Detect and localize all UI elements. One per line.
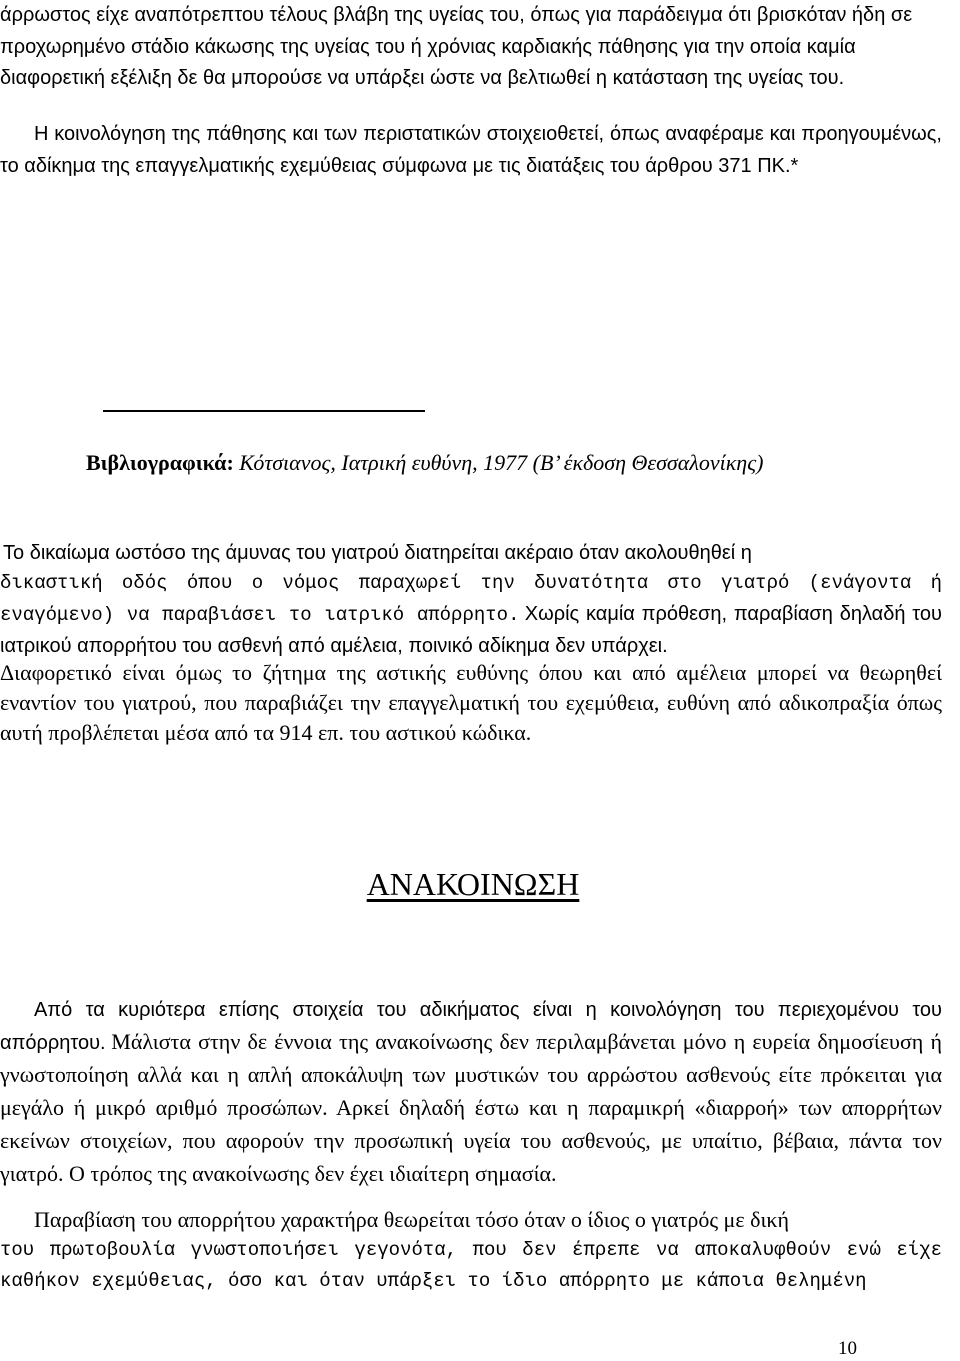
middle-mixed-paragraph [0,568,942,663]
footnote-reference: Κότσιανος, Ιατρική ευθύνη, 1977 (Β’ έκδοση Θεσσαλονίκης) [239,450,764,475]
announcement-sans-start: Από τα κυριότερα επίσης στοιχεία του αδικήματος είναι η κοινολόγηση του περιεχομένου του απόρρητου. [0,999,942,1054]
section-heading: ΑΝΑΚΟΙΝΩΣΗ [366,866,580,902]
middle-line-sans: Το δικαίωμα ωστόσο της άμυνας του γιατρού διατηρείται ακέραιο όταν ακολουθηθεί η [3,542,752,564]
middle-mono-text: δικαστική οδός όπου ο νόμος παραχωρεί την δυνατότητα στο γιατρό (ενάγοντα ή εναγόμενο) να παραβιάσει το ιατρικό απόρρητο. [0,572,942,626]
intro-paragraph: Η κοινολόγηση της πάθησης και των περιστατικών στοιχειοθετεί, όπως αναφέραμε και προηγουμένως, το αδίκημα της επαγγελματικής εχεμύθειας σύμφωνα με τις διατάξεις του άρθρου 371 ΠΚ.* [0,123,942,177]
middle-sans-tail: Χωρίς καμία πρόθεση, παραβίαση δηλαδή του ιατρικού απορρήτου του ασθενή από αμέλεια, ποινικό αδίκημα δεν υπάρχει. [0,603,942,657]
footnote-label: Βιβλιογραφικά: [86,450,234,475]
footnote [86,446,786,479]
footnote-separator [103,410,425,412]
intro-continuation: άρρωστος είχε αναπότρεπτου τέλους βλάβη της υγείας του, όπως για παράδειγμα ότι βρισκόταν ήδη σε προχωρημένο στάδιο κάκωσης της υγείας του ή χρόνιας καρδιακής πάθησης για την οποία καμία διαφορετική εξέλιξη δε θα μπορούσε να υπάρξει ώστε να βελτιωθεί η κατάσταση της υγείας του. [0,4,913,89]
announcement-mono-text: του πρωτοβουλία γνωστοποιήσει γεγονότα, που δεν έπρεπε να αποκαλυφθούν ενώ είχε καθήκον εχεμύθειας, όσο και όταν υπάρξει το ίδιο απόρρητο με κάποια θελημένη [0,1239,942,1292]
announcement-paragraph-1 [0,995,942,1192]
page-number: 10 [838,1338,857,1359]
announcement-paragraph-2-continued [0,1235,942,1297]
announcement-serif-body: Μάλιστα στην δε έννοια της ανακοίνωσης δεν περιλαμβάνεται μόνο η ευρεία δημοσίευση ή γνωστοποίηση αλλά και η απλή αποκάλυψη των μυστικών του αρρώστου ασθενούς είτε πρόκειται για μεγάλο ή μικρό αριθμό προσώπων. Αρκεί δηλαδή έστω και η παραμικρή «διαρροή» των απορρήτων εκείνων στοιχείων, που αφορούν την προσωπική υγεία του ασθενούς, με υπαίτιο, βέβαια, πάντα τον γιατρό. Ο τρόπος της ανακοίνωσης δεν έχει ιδιαίτερη σημασία. [0,1029,942,1186]
civil-liability-paragraph: Διαφορετικό είναι όμως το ζήτημα της αστικής ευθύνης όπου και από αμέλεια μπορεί να θεωρηθεί εναντίον του γιατρού, που παραβιάζει την επαγγελματική του εχεμύθεια, ευθύνη από αδικοπραξία όπως αυτή προβλέπεται μέσα από τα 914 επ. του αστικού κώδικα. [0,660,942,745]
announcement-paragraph-2-start: Παραβίαση του απορρήτου χαρακτήρα θεωρείται τόσο όταν ο ίδιος ο γιατρός με δική [34,1207,789,1232]
